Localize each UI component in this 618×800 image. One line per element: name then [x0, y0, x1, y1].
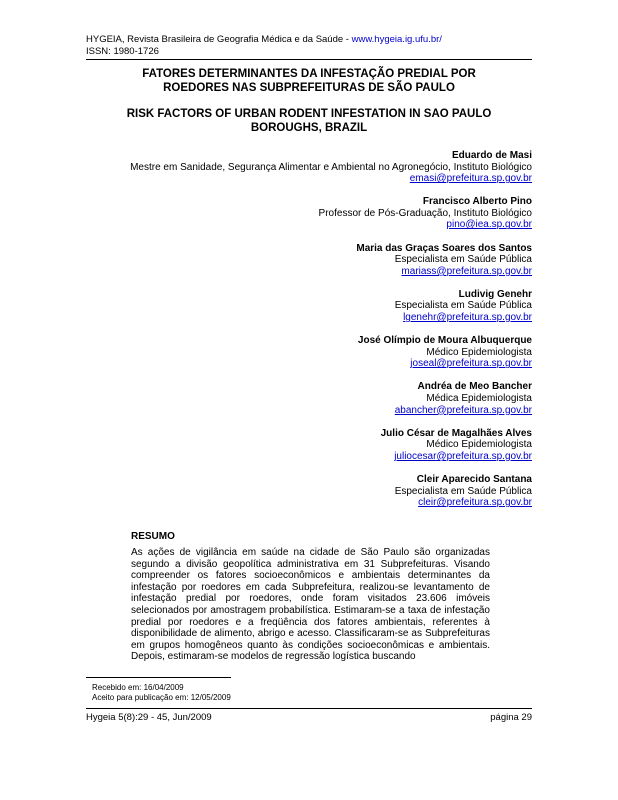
received-date: Recebido em: 16/04/2009 — [92, 683, 184, 692]
author-affiliation: Especialista em Saúde Pública — [394, 300, 532, 312]
author-affiliation: Médica Epidemiologista — [426, 393, 532, 404]
author-block — [86, 474, 532, 509]
author-block — [86, 428, 532, 463]
author-block — [86, 243, 532, 278]
author-affiliation: Mestre em Sanidade, Segurança Alimentar e Ambiental no Agronegócio, Instituto Biológico — [130, 161, 532, 173]
author-email-link[interactable]: abancher@prefeitura.sp.gov.br — [394, 404, 532, 416]
author-email-link[interactable]: emasi@prefeitura.sp.gov.br — [409, 173, 532, 185]
author-name: Francisco Alberto Pino — [422, 196, 532, 208]
author-name: José Olímpio de Moura Albuquerque — [357, 335, 532, 347]
title-pt-line-1: FATORES DETERMINANTES DA INFESTAÇÃO PREDIAL POR — [142, 68, 476, 80]
author-email-link[interactable]: mariass@prefeitura.sp.gov.br — [401, 265, 532, 277]
header-divider — [86, 59, 532, 60]
author-email-link[interactable]: cleir@prefeitura.sp.gov.br — [418, 497, 532, 509]
journal-url-link[interactable]: www.hygeia.ig.ufu.br/ — [351, 34, 442, 45]
journal-name: HYGEIA, Revista Brasileira de Geografia Médica e da Saúde - — [86, 34, 352, 45]
author-block — [86, 381, 532, 416]
issn: ISSN: 1980-1726 — [86, 46, 159, 57]
author-name: Maria das Graças Soares dos Santos — [356, 242, 532, 254]
citation-footer: Hygeia 5(8):29 - 45, Jun/2009 — [86, 712, 212, 723]
author-affiliation: Especialista em Saúde Pública — [394, 485, 532, 497]
author-block — [86, 150, 532, 185]
title-pt-line-2: ROEDORES NAS SUBPREFEITURAS DE SÃO PAULO — [163, 82, 455, 94]
journal-header — [86, 34, 442, 58]
title-en-line-1: RISK FACTORS OF URBAN RODENT INFESTATION IN SAO PAULO — [126, 108, 492, 120]
title-english — [86, 107, 532, 135]
author-email-link[interactable]: juliocesar@prefeitura.sp.gov.br — [394, 450, 532, 462]
author-name: Cleir Aparecido Santana — [416, 473, 532, 485]
resumo-text: As ações de vigilância em saúde na cidade de São Paulo são organizadas segundo a divisão geopolítica administrativa em 31 Subprefeituras. Visando compreender os fatores socioeconômicos e ambientais determinantes da infestação por roedores em cada Subprefeitura, realizou-se levantamento de infestação predial por roedores, onde foram visitados 23.606 imóveis selecionados por amostragem probabilística. Estimaram-se a taxa de infestação predial por roedores e a freqüência dos fatores ambientais, referentes à disponibilidade de alimento, abrigo e acesso. Classificaram-se as Subprefeituras em grupos homogêneos quanto às condições socioeconômicas e ambientais. Depois, estimaram-se modelos de regressão logística buscando — [131, 547, 490, 663]
submission-dates — [92, 683, 231, 703]
accepted-date: Aceito para publicação em: 12/05/2009 — [92, 693, 231, 702]
author-email-link[interactable]: pino@iea.sp.gov.br — [446, 219, 532, 231]
author-name: Ludivig Genehr — [458, 288, 532, 300]
author-block — [86, 196, 532, 231]
footer-divider — [86, 708, 532, 709]
title-portuguese — [86, 67, 532, 95]
author-affiliation: Médico Epidemiologista — [426, 439, 532, 451]
author-list — [86, 150, 532, 520]
page-number: página 29 — [490, 712, 532, 723]
author-name: Eduardo de Masi — [451, 150, 532, 161]
author-affiliation: Professor de Pós-Graduação, Instituto Biológico — [318, 207, 532, 219]
author-email-link[interactable]: lgenehr@prefeitura.sp.gov.br — [403, 312, 532, 324]
footnote-divider — [86, 677, 231, 678]
author-affiliation: Especialista em Saúde Pública — [394, 254, 532, 266]
title-en-line-2: BOROUGHS, BRAZIL — [250, 122, 368, 134]
author-email-link[interactable]: joseal@prefeitura.sp.gov.br — [410, 358, 532, 370]
author-affiliation: Médico Epidemiologista — [426, 346, 532, 358]
author-name: Andréa de Meo Bancher — [417, 381, 532, 393]
resumo-heading: RESUMO — [131, 531, 175, 542]
author-name: Julio César de Magalhães Alves — [380, 427, 532, 439]
author-block — [86, 335, 532, 370]
author-block — [86, 289, 532, 324]
